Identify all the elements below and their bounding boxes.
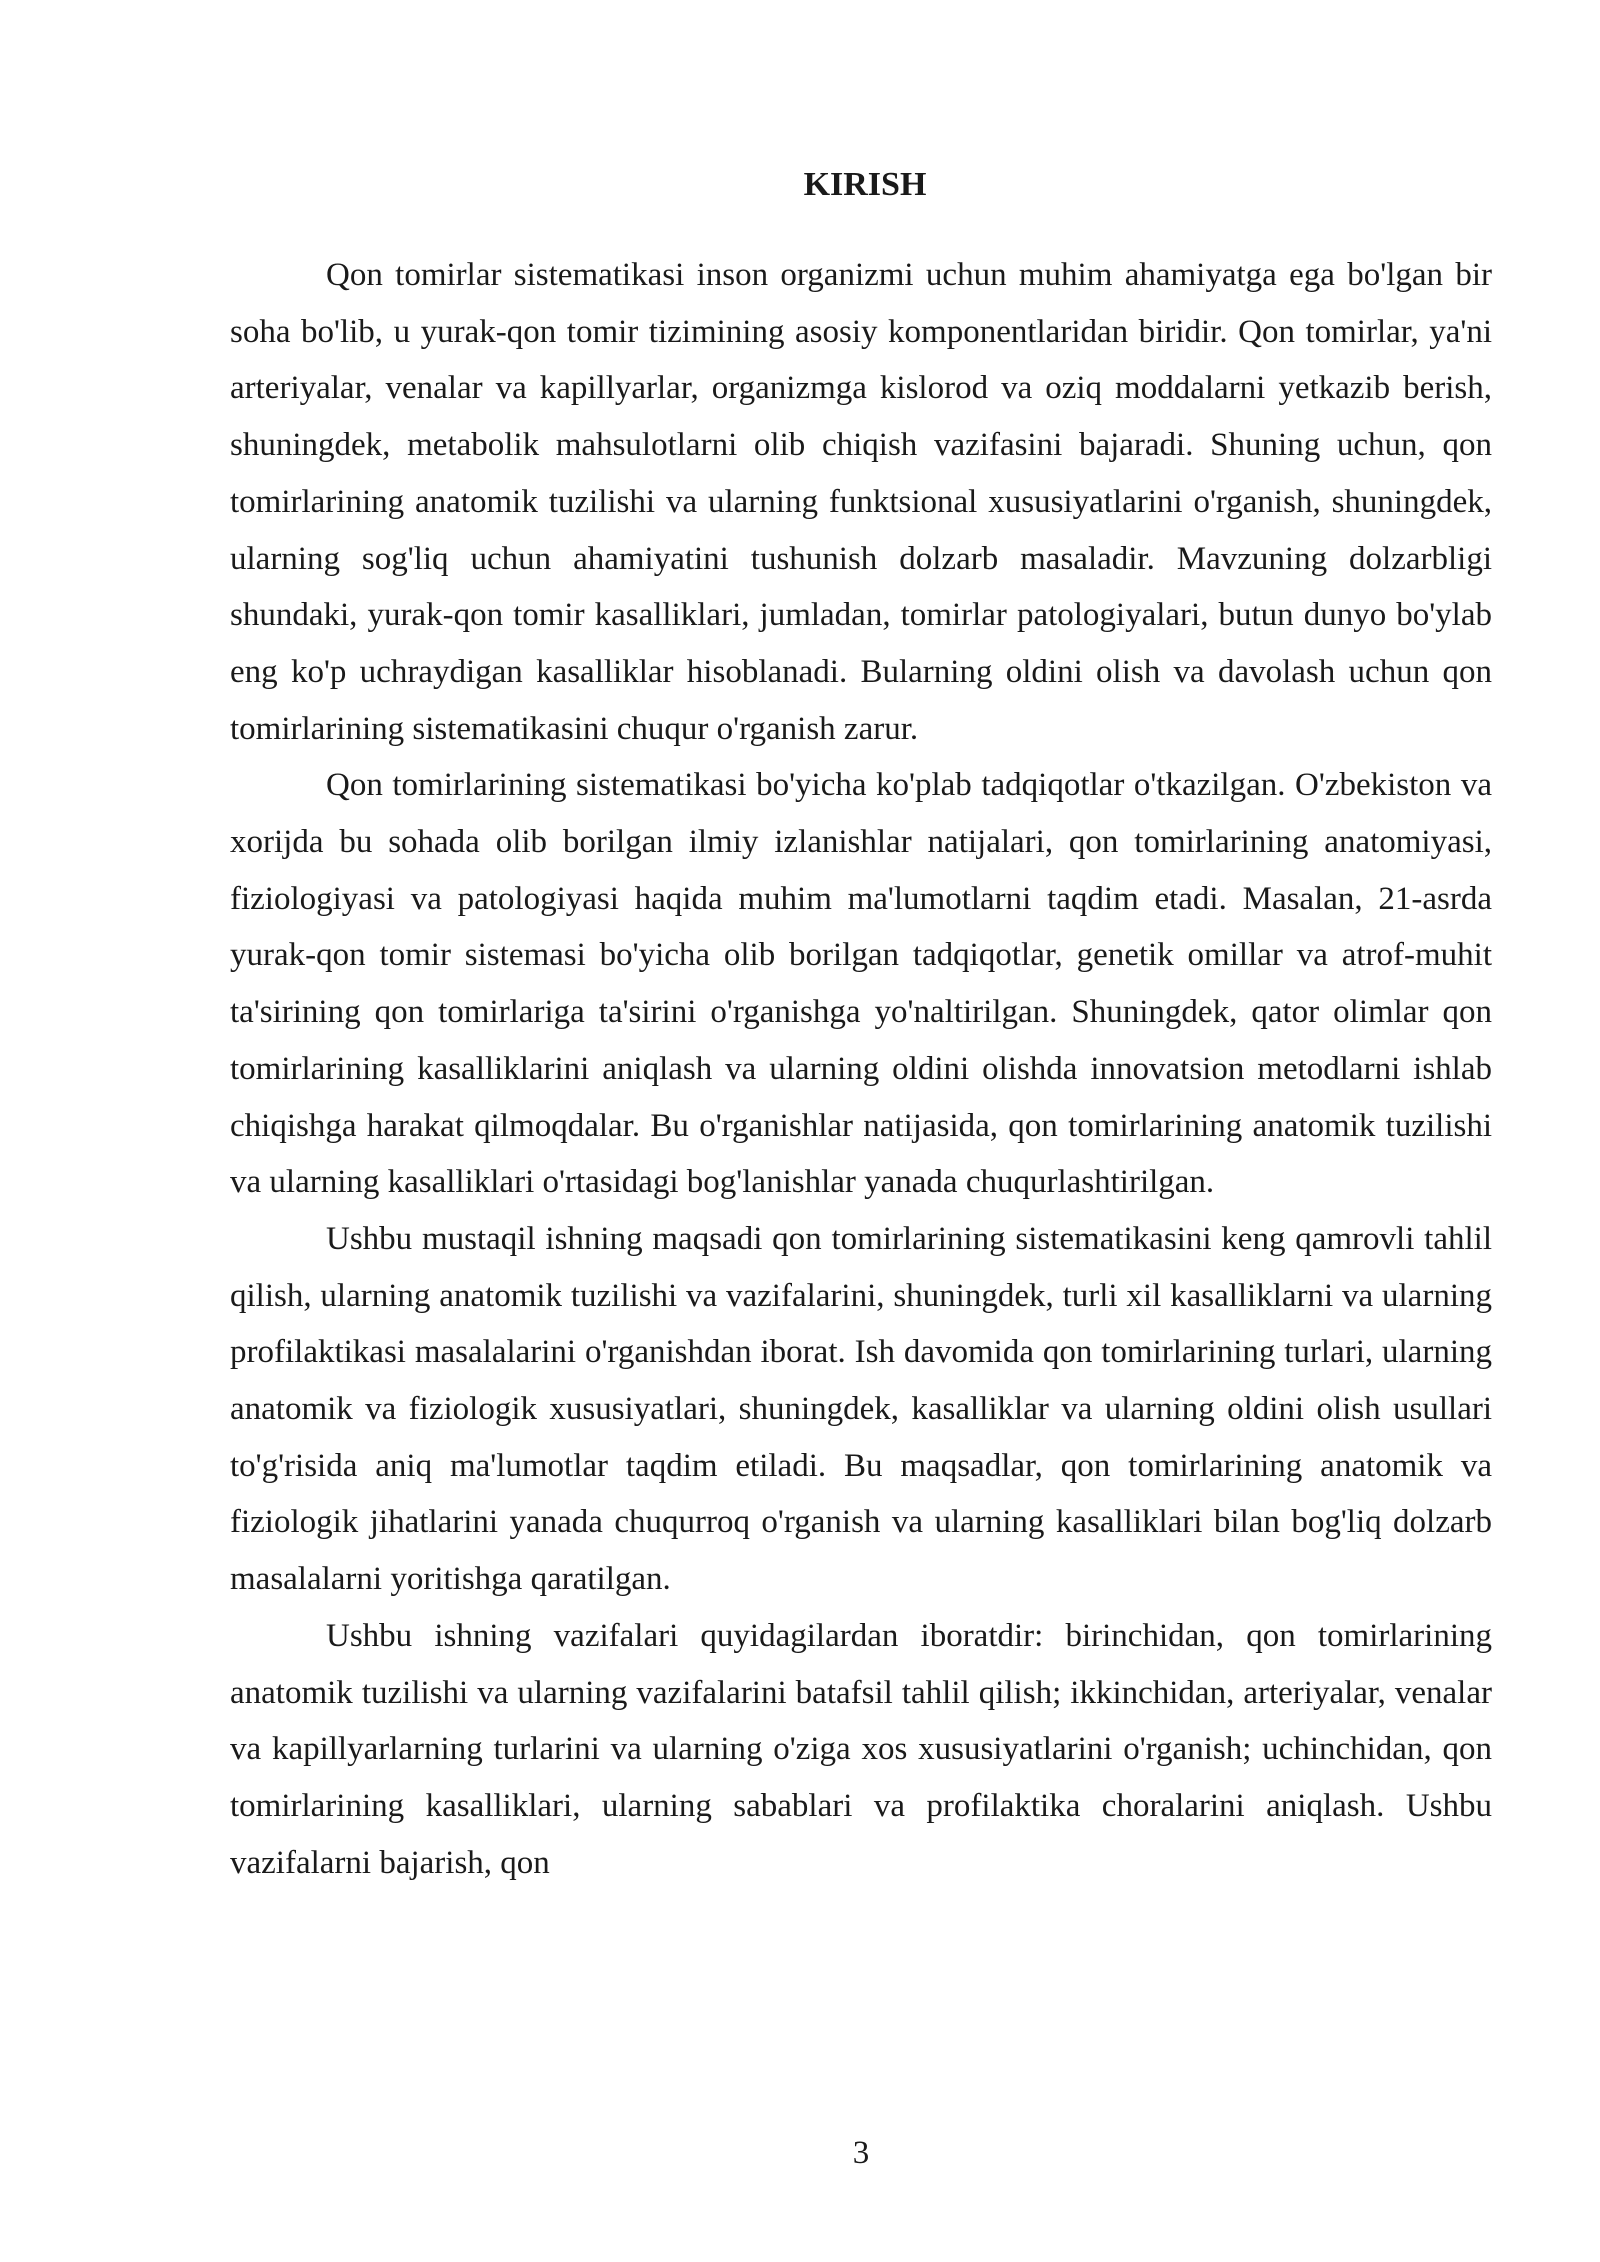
paragraph-1: Qon tomirlar sistematikasi inson organizmi uchun muhim ahamiyatga ega bo'lgan bir soha bo'lib, u yurak-qon tomir tizimining asosiy komponentlaridan biridir. Qon tomirlar, ya'ni arteriyalar, venalar va kapillyarlar, organizmga kislorod va oziq moddalarni yetkazib berish, shuningdek, metabolik mahsulotlarni olib chiqish vazifasini bajaradi. Shuning uchun, qon tomirlarining anatomik tuzilishi va ularning funktsional xususiyatlarini o'rganish, shuningdek, ularning sog'liq uchun ahamiyatini tushunish dolzarb masaladir. Mavzuning dolzarbligi shundaki, yurak-qon tomir kasalliklari, jumladan, tomirlar patologiyalari, butun dunyo bo'ylab eng ko'p uchraydigan kasalliklar hisoblanadi. Bularning oldini olish va davolash uchun qon tomirlarining sistematikasini chuqur o'rganish zarur. bbox=[230, 257, 1492, 747]
section-title: KIRISH bbox=[803, 166, 927, 203]
body-text bbox=[230, 247, 1492, 1891]
paragraph-2: Qon tomirlarining sistematikasi bo'yicha ko'plab tadqiqotlar o'tkazilgan. O'zbekiston va xorijda bu sohada olib borilgan ilmiy izlanishlar natijalari, qon tomirlarining anatomiyasi, fiziologiyasi va patologiyasi haqida muhim ma'lumotlarni taqdim etadi. Masalan, 21-asrda yurak-qon tomir sistemasi bo'yicha olib borilgan tadqiqotlar, genetik omillar va atrof-muhit ta'sirining qon tomirlariga ta'sirini o'rganishga yo'naltirilgan. Shuningdek, qator olimlar qon tomirlarining kasalliklarini aniqlash va ularning oldini olishda innovatsion metodlarni ishlab chiqishga harakat qilmoqdalar. Bu o'rganishlar natijasida, qon tomirlarining anatomik tuzilishi va ularning kasalliklari o'rtasidagi bog'lanishlar yanada chuqurlashtirilgan. bbox=[230, 767, 1492, 1201]
page-number: 3 bbox=[852, 2135, 870, 2171]
paragraph-4: Ushbu ishning vazifalari quyidagilardan iboratdir: birinchidan, qon tomirlarining anatomik tuzilishi va ularning vazifalarini batafsil tahlil qilish; ikkinchidan, arteriyalar, venalar va kapillyarlarning turlarini va ularning o'ziga xos xususiyatlarini o'rganish; uchinchidan, qon tomirlarining kasalliklari, ularning sabablari va profilaktika choralarini aniqlash. Ushbu vazifalarni bajarish, qon bbox=[230, 1617, 1492, 1881]
paragraph-3: Ushbu mustaqil ishning maqsadi qon tomirlarining sistematikasini keng qamrovli tahlil qilish, ularning anatomik tuzilishi va vazifalarini, shuningdek, turli xil kasalliklarni va ularning profilaktikasi masalalarini o'rganishdan iborat. Ish davomida qon tomirlarining turlari, ularning anatomik va fiziologik xususiyatlari, shuningdek, kasalliklar va ularning oldini olish usullari to'g'risida aniq ma'lumotlar taqdim etiladi. Bu maqsadlar, qon tomirlarining anatomik va fiziologik jihatlarini yanada chuqurroq o'rganish va ularning kasalliklari bilan bog'liq dolzarb masalalarni yoritishga qaratilgan. bbox=[230, 1220, 1492, 1598]
